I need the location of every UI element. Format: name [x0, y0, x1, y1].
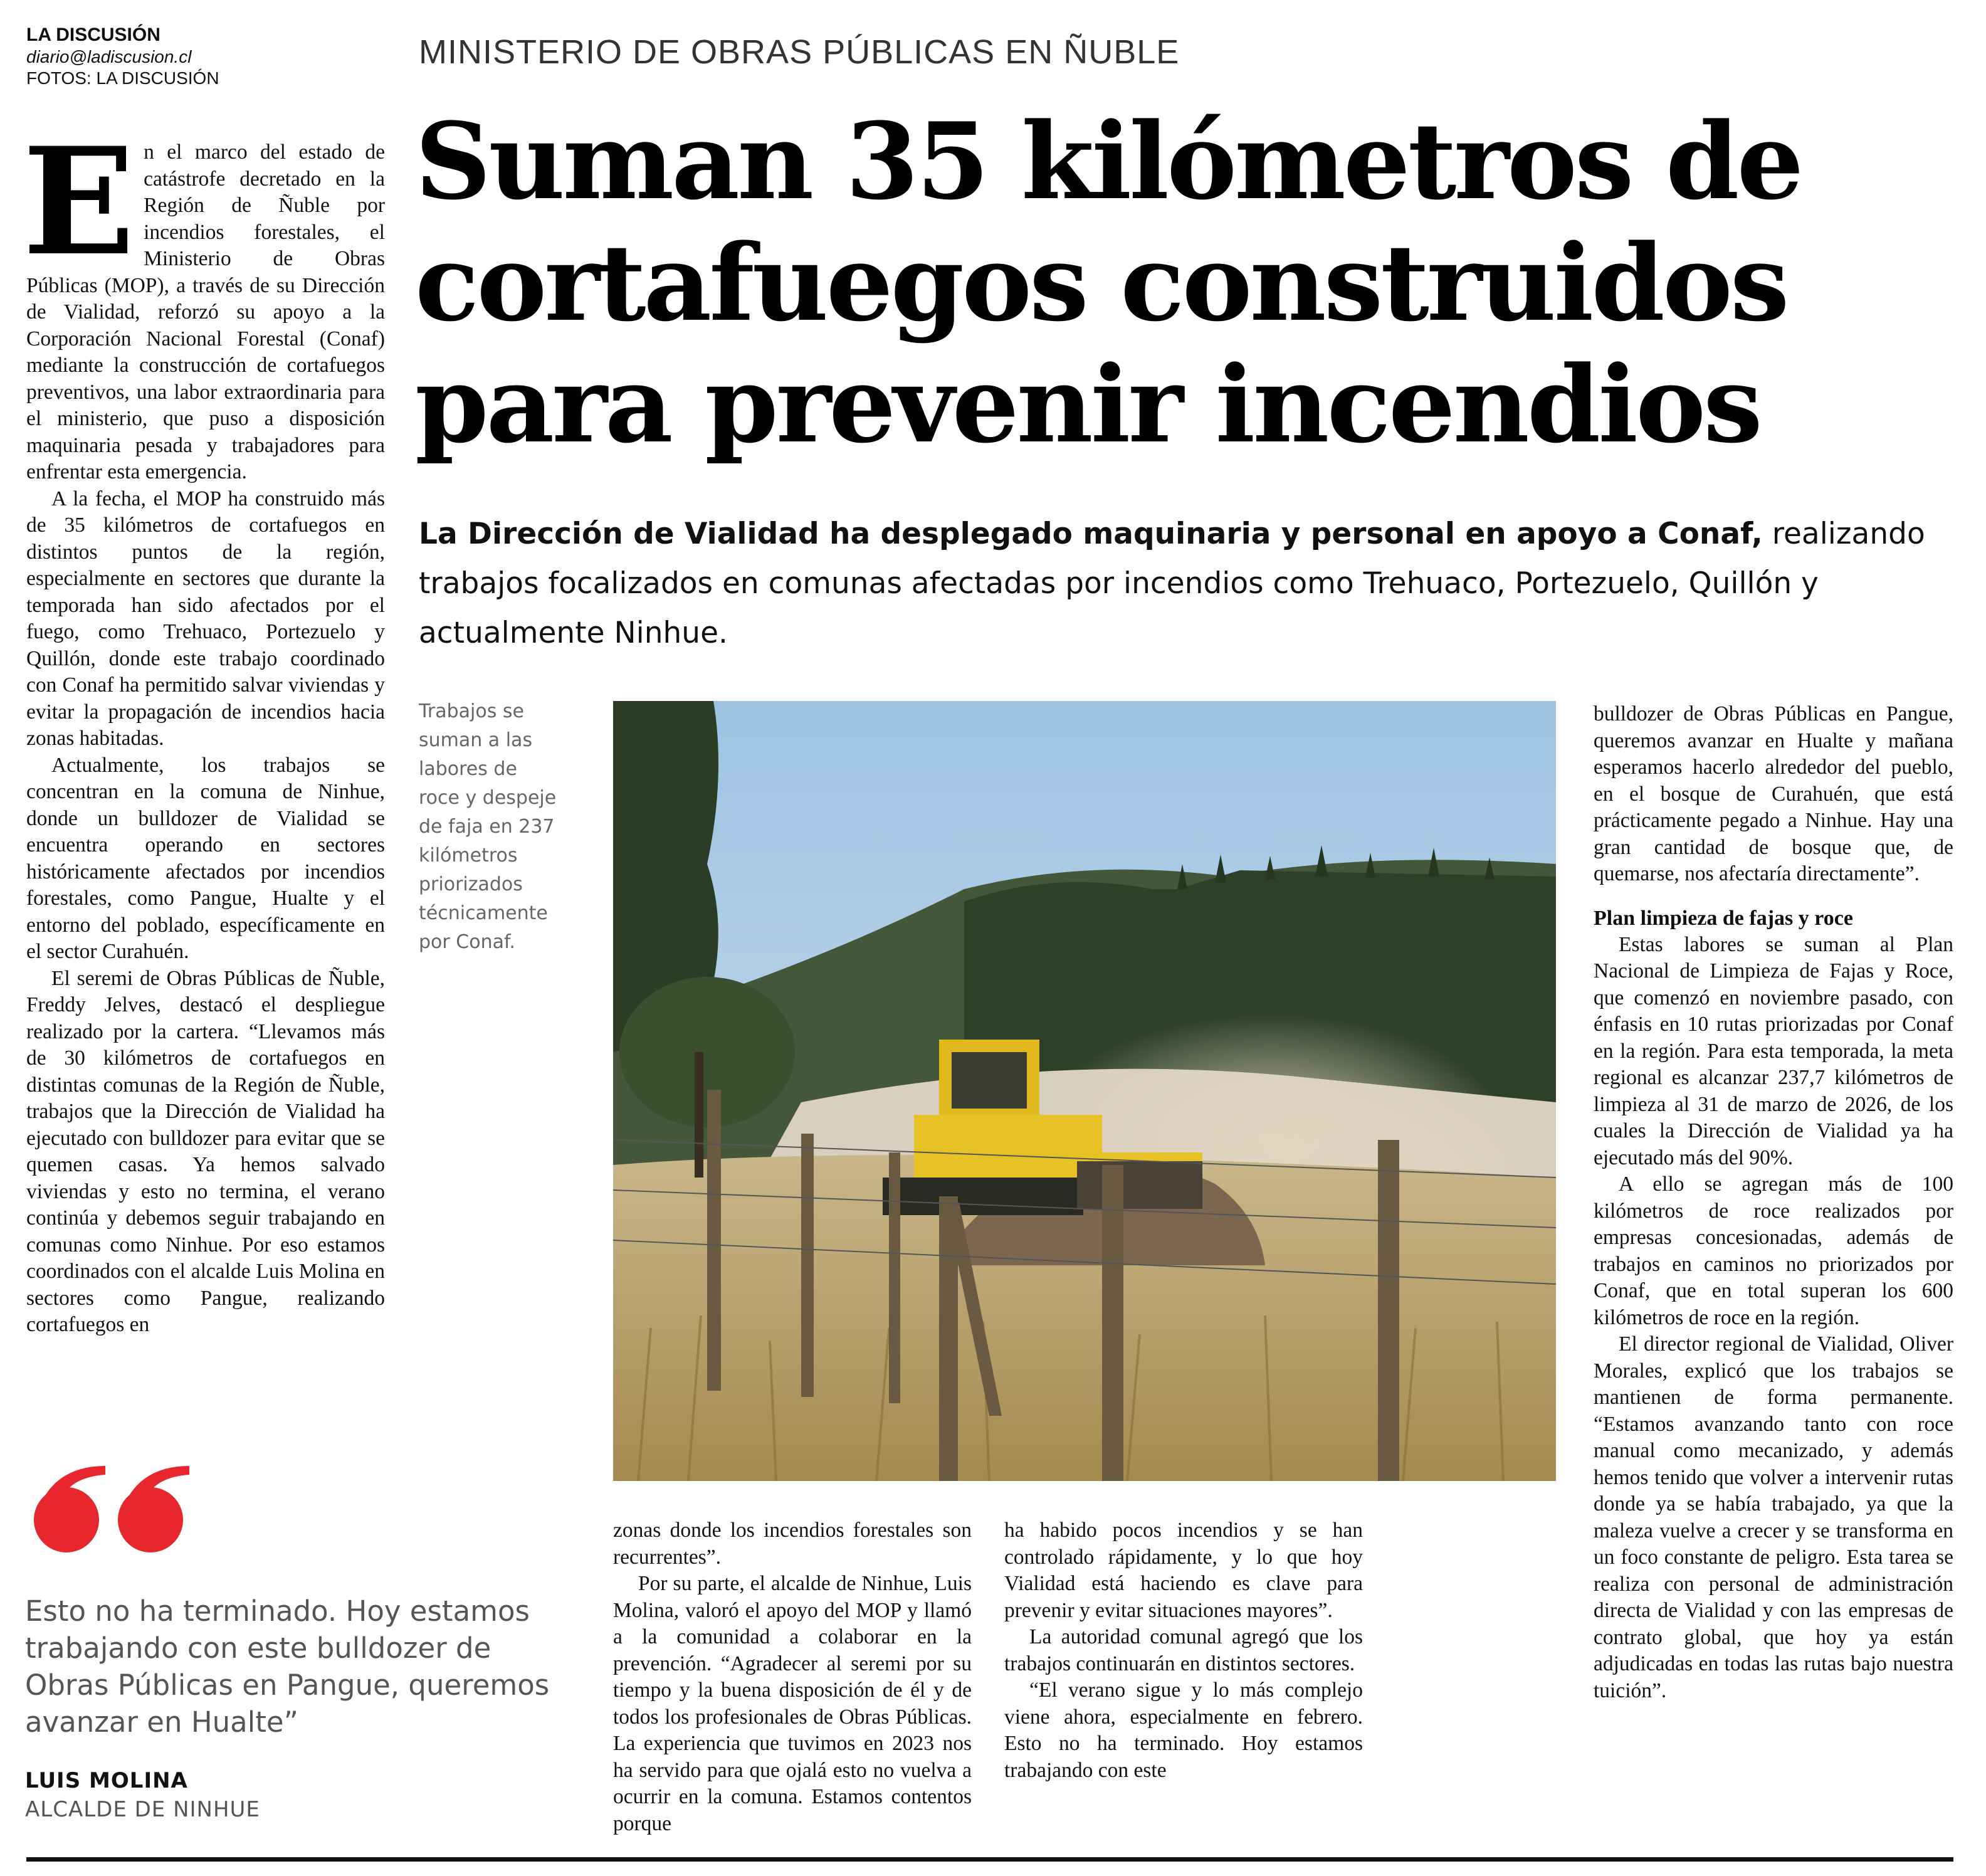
paragraph: bulldozer de Obras Públicas en Pangue, queremos avanzar en Hualte y mañana esperamos hacerlo alrededor del pueblo, en el bosque de Curahuén, que está prácticamente pegado a Ninhue. Hay una gran cantidad de bosque que, de quemarse, nos afectaría directamente”. [1594, 702, 1953, 885]
paragraph: Estas labores se suman al Plan Nacional de Limpieza de Fajas y Roce, que comenzó en noviembre pasado, con énfasis en 10 rutas priorizadas por Conaf en la región. Para esta temporada, la meta regional es alcanzar 237,7 kilómetros de limpieza al 31 de marzo de 2026, de los cuales la Dirección de Vialidad ya ha ejecutado más del 90%. [1594, 932, 1953, 1169]
headline-line-1: Suman 35 kilómetros de [415, 99, 1802, 223]
paragraph: n el marco del estado de catástrofe decretado en la Región de Ñuble por incendios forestales, el Ministerio de Obras Públicas (MOP), a través de su Dirección de Vialidad, reforzó su apoyo a la Corporación Nacional Forestal (Conaf) mediante la construcción de cortafuegos preventivos, una labor extraordinaria para el ministerio, que puso a disposición maquinaria pesada y trabajadores para enfrentar esta emergencia. [26, 140, 385, 483]
pull-quote: Esto no ha terminado. Hoy estamos trabajando con este bulldozer de Obras Públicas en Pangue, queremos avanzar en Hualte” [25, 1594, 550, 1739]
bulldozer-photo [613, 701, 1556, 1481]
paragraph: El seremi de Obras Públicas de Ñuble, Freddy Jelves, destacó el despliegue realizado por la cartera. “Llevamos más de 30 kilómetros de cortafuegos en distintas comunas de la Región de Ñuble, trabajos que la Dirección de Vialidad ha ejecutado con bulldozer para evitar que se quemen casas. Ya hemos salvado viviendas y esto no termina, el verano continúa y debemos seguir trabajando en comunas como Ninhue. Por eso estamos coordinados con el alcalde Luis Molina en sectores como Pangue, realizando cortafuegos en [26, 966, 385, 1336]
drop-cap: E [23, 115, 135, 288]
paragraph: zonas donde los incendios forestales son recurrentes”. [613, 1519, 972, 1569]
outlet-email[interactable]: diario@ladiscusion.cl [26, 47, 192, 66]
quote-author: LUIS MOLINA [25, 1768, 188, 1793]
subheading: Plan limpieza de fajas y roce [1594, 906, 1853, 930]
outlet-name: LA DISCUSIÓN [26, 24, 160, 45]
paragraph: La autoridad comunal agregó que los trabajos continuarán en distintos sectores. [1004, 1625, 1363, 1675]
headline-line-3: para prevenir incendios [415, 342, 1760, 466]
paragraph: “El verano sigue y lo más complejo viene ahora, especialmente en febrero. Esto no ha terminado. Hoy estamos trabajando con este [1004, 1678, 1363, 1782]
deck [419, 509, 1948, 658]
section-kicker: MINISTERIO DE OBRAS PÚBLICAS EN ÑUBLE [419, 33, 1180, 71]
photo-credit: FOTOS: LA DISCUSIÓN [26, 68, 219, 88]
paragraph: Actualmente, los trabajos se concentran en la comuna de Ninhue, donde un bulldozer de Vialidad se encuentra operando en sectores históricamente afectados por incendios forestales, como Pangue, Hualte y el entorno del poblado, específicamente en el sector Curahuén. [26, 753, 385, 963]
paragraph: A ello se agregan más de 100 kilómetros de roce realizados por empresas concesionadas, además de trabajos en caminos no priorizados por Conaf, que en total superan los 600 kilómetros de roce en la región. [1594, 1172, 1953, 1329]
body-column-4 [1594, 701, 1953, 1704]
headline [415, 100, 1957, 465]
photo-caption: Trabajos se suman a las labores de roce y despeje de faja en 237 kilómetros priorizados técnicamente por Conaf. [419, 700, 557, 953]
bottom-rule [26, 1857, 1953, 1862]
paragraph: El director regional de Vialidad, Oliver Morales, explicó que los trabajos se mantienen de forma permanente. “Estamos avanzando tanto con roce manual como mecanizado, y además hemos tenido que volver a intervenir rutas donde ya se había trabajado, ya que la maleza vuelve a crecer y se transforma en un foco constante de peligro. Esta tarea se realiza con personal de administración directa de Vialidad y con las empresas de contrato global, que hoy ya están adjudicadas en todas las rutas bajo nuestra tuición”. [1594, 1332, 1953, 1702]
paragraph: Por su parte, el alcalde de Ninhue, Luis Molina, valoró el apoyo del MOP y llamó a la comunidad a colaborar en la prevención. “Agradecer al seremi por su tiempo y la buena disposición de él y de todos los profesionales de Obras Públicas. La experiencia que tuvimos en 2023 nos ha servido para que ojalá esto no vuelva a ocurrir en la comuna. Estamos contentos porque [613, 1572, 972, 1835]
headline-line-2: cortafuegos construidos [415, 221, 1787, 345]
paragraph: ha habido pocos incendios y se han controlado rápidamente, y lo que hoy Vialidad está haciendo es clave para prevenir y evitar situaciones mayores”. [1004, 1519, 1363, 1622]
body-column-3 [1004, 1517, 1363, 1784]
deck-rest: realizando trabajos focalizados en comunas afectadas por incendios como Trehuaco, Portezuelo, Quillón y actualmente Ninhue. [419, 517, 1925, 650]
body-column-2 [613, 1517, 972, 1837]
quote-mark-icon [25, 1461, 194, 1558]
deck-bold: La Dirección de Vialidad ha desplegado maquinaria y personal en apoyo a Conaf, [419, 517, 1763, 551]
paragraph: A la fecha, el MOP ha construido más de 35 kilómetros de cortafuegos en distintos puntos de la región, especialmente en sectores que durante la temporada han sido afectados por el fuego, como Trehuaco, Portezuelo y Quillón, donde este trabajo coordinado con Conaf ha permitido salvar viviendas y evitar la propagación de incendios hacia zonas habitadas. [26, 487, 385, 750]
byline-block [26, 24, 290, 89]
quote-author-role: ALCALDE DE NINHUE [25, 1797, 260, 1822]
body-column-1 [23, 115, 385, 1339]
